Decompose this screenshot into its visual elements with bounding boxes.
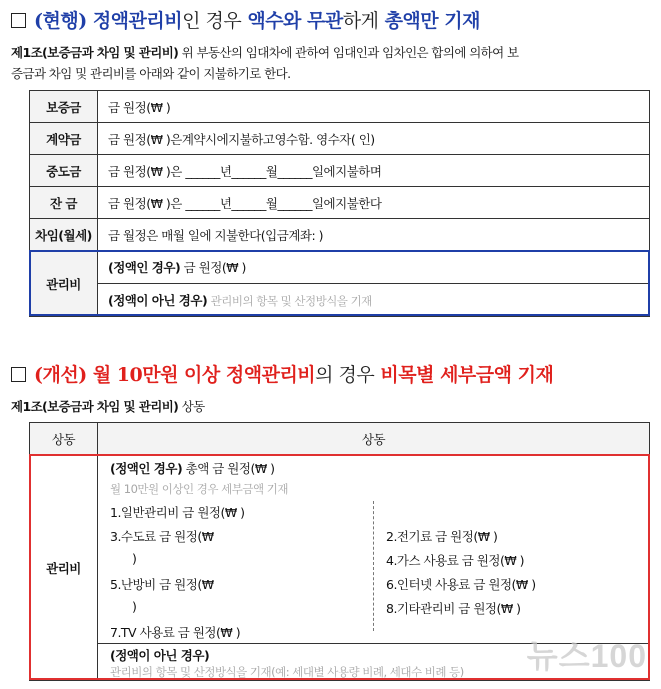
fee-item-close: )	[132, 551, 137, 566]
fee-item: 3.수도료 금 원정(₩	[110, 529, 214, 544]
heading-text: 의 경우	[315, 364, 375, 386]
row-label: 차임(월세)	[30, 219, 98, 251]
table-row	[30, 423, 650, 455]
heading-emph: 비목별 세부금액 기재	[380, 364, 554, 386]
clause-title: 제1조(보증금과 차임 및 관리비)	[11, 399, 179, 414]
row-label: 잔 금	[30, 187, 98, 219]
table-row	[30, 155, 650, 187]
row-label: 계약금	[30, 123, 98, 155]
fee-item: 1.일반관리비 금 원정(₩ )	[110, 505, 245, 520]
section2-heading	[11, 360, 553, 387]
heading-text: 하게	[342, 10, 379, 32]
variable-case-label: (정액이 아닌 경우)	[110, 648, 210, 663]
heading-tag: (개선)	[34, 364, 87, 386]
fee-item: 5.난방비 금 원정(₩	[110, 577, 214, 592]
row-value: 금 원정(₩ )은 ______년______월______일에지불한다	[98, 187, 650, 219]
clause-line: 위 부동산의 임대차에 관하여 임대인과 임차인은 합의에 의하여 보	[178, 45, 519, 60]
fixed-case-label: (정액인 경우)	[110, 461, 183, 476]
heading-emph: 총액만 기재	[384, 10, 480, 32]
variable-case-line	[110, 646, 209, 664]
fixed-case-line	[110, 459, 275, 477]
clause-title: 제1조(보증금과 차임 및 관리비)	[11, 45, 179, 60]
table-row	[30, 187, 650, 219]
row-label: 보증금	[30, 91, 98, 123]
table-row	[30, 284, 650, 317]
heading-text: 인 경우	[182, 10, 242, 32]
payment-table	[29, 90, 650, 317]
checkbox-square-icon	[11, 13, 26, 28]
column-divider	[373, 501, 374, 631]
mgmt-variable-cell	[98, 284, 650, 317]
row-value: 금 월정은 매월 일에 지불한다(입금계좌: )	[98, 219, 650, 251]
row-label: 중도금	[30, 155, 98, 187]
clause-line: 상동	[178, 399, 205, 414]
section1-heading	[11, 6, 480, 33]
watermark-logo: 뉴스100	[526, 638, 647, 674]
heading-emph: 월 10만원 이상 정액관리비	[92, 364, 316, 386]
fixed-case-label: (정액인 경우)	[108, 260, 181, 275]
heading-tag: (현행)	[34, 10, 87, 32]
fee-item: 2.전기료 금 원정(₩ )	[386, 529, 498, 544]
fee-item: 4.가스 사용료 금 원정(₩ )	[386, 553, 525, 568]
row-value: 금 원정(₩ )은계약시에지불하고영수함. 영수자( 인)	[98, 123, 650, 155]
fixed-case-note: 월 10만원 이상인 경우 세부금액 기재	[110, 482, 288, 496]
fee-item: 6.인터넷 사용료 금 원정(₩ )	[386, 577, 536, 592]
mgmt-label: 관리비	[30, 251, 98, 317]
variable-case-note: 관리비의 항목 및 산정방식을 기재(예: 세대별 사용량 비례, 세대수 비례 등)	[110, 665, 464, 679]
clause-text	[11, 396, 205, 417]
table-row	[30, 91, 650, 123]
fixed-case-text: 금 원정(₩ )	[180, 260, 246, 275]
mgmt-label: 관리비	[30, 455, 98, 681]
table-row	[30, 219, 650, 251]
fee-item-close: )	[132, 599, 137, 614]
row-value: 금 원정(₩ )은 ______년______월______일에지불하며	[98, 155, 650, 187]
table-row	[30, 123, 650, 155]
fixed-case-text: 총액 금 원정(₩ )	[182, 461, 275, 476]
fee-item: 8.기타관리비 금 원정(₩ )	[386, 601, 521, 616]
table-row	[30, 251, 650, 284]
row-value: 금 원정(₩ )	[98, 91, 650, 123]
heading-emph: 액수와 무관	[247, 10, 343, 32]
header-right: 상동	[98, 423, 650, 455]
clause-line: 증금과 차임 및 관리비를 아래와 같이 지불하기로 한다.	[11, 66, 291, 81]
variable-case-label: (정액이 아닌 경우)	[108, 293, 208, 308]
heading-emph: 정액관리비	[92, 10, 183, 32]
header-left: 상동	[30, 423, 98, 455]
fee-item: 7.TV 사용료 금 원정(₩ )	[110, 625, 241, 640]
mgmt-fixed-cell	[98, 251, 650, 284]
checkbox-square-icon	[11, 367, 26, 382]
clause-text	[11, 42, 656, 84]
variable-case-note: 관리비의 항목 및 산정방식을 기재	[210, 294, 372, 308]
